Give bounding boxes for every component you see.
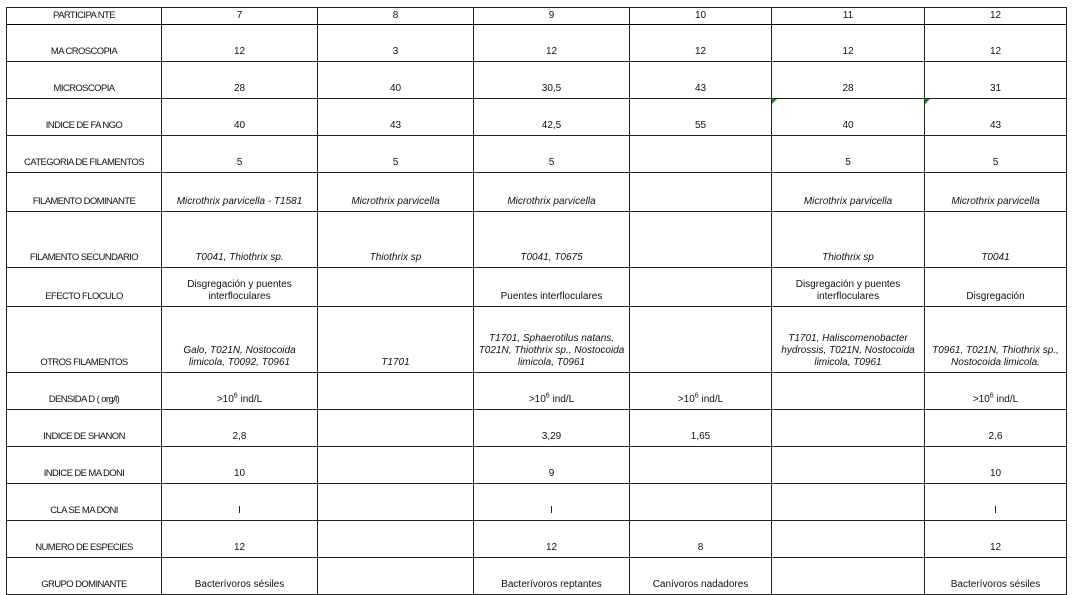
table-row-participante (7, 8, 1067, 25)
row-label[interactable]: INDICE DE SHANON (7, 410, 162, 447)
row-label[interactable]: FILAMENTO DOMINANTE (7, 173, 162, 212)
cell[interactable]: I (162, 484, 318, 521)
density-exponent: 6 (545, 392, 550, 400)
cell[interactable] (772, 484, 925, 521)
cell[interactable]: Microthrix parvicella (925, 173, 1067, 212)
cell[interactable]: T1701, Haliscomenobacter hydrossis, T021N, Nostocoida limicola, T0961 (772, 307, 925, 373)
cell[interactable]: 5 (925, 136, 1067, 173)
cell[interactable]: 55 (630, 99, 772, 136)
cell[interactable]: I (925, 484, 1067, 521)
density-unit: ind/L (549, 394, 575, 405)
row-label[interactable]: MA CROSCOPIA (7, 25, 162, 62)
cell[interactable]: 30,5 (474, 62, 630, 99)
density-base: >10 (528, 394, 546, 405)
cell[interactable]: Bacterívoros sésiles (162, 558, 318, 595)
row-label[interactable]: OTROS FILAMENTOS (7, 307, 162, 373)
cell[interactable] (772, 373, 925, 410)
row-label[interactable]: MICROSCOPIA (7, 62, 162, 99)
cell[interactable] (162, 373, 318, 410)
cell-with-comment[interactable] (772, 99, 925, 136)
cell[interactable]: 12 (772, 25, 925, 62)
cell[interactable] (630, 212, 772, 268)
row-label[interactable]: INDICE DE MA DONI (7, 447, 162, 484)
cell[interactable]: T0041, T0675 (474, 212, 630, 268)
table-row-clase-madoni (7, 484, 1067, 521)
cell-with-comment[interactable] (925, 99, 1067, 136)
cell[interactable] (474, 373, 630, 410)
density-exponent: 6 (233, 392, 238, 400)
cell[interactable]: 12 (925, 521, 1067, 558)
cell[interactable]: 10 (162, 447, 318, 484)
cell[interactable]: 28 (162, 62, 318, 99)
cell[interactable]: 12 (162, 521, 318, 558)
cell[interactable] (630, 484, 772, 521)
density-base: >10 (216, 394, 234, 405)
participant-header[interactable]: 10 (630, 8, 772, 25)
cell[interactable]: Bacterívoros reptantes (474, 558, 630, 595)
cell[interactable]: 1,65 (630, 410, 772, 447)
row-label[interactable]: PARTICIPA NTE (7, 8, 162, 25)
comment-marker-icon (772, 99, 777, 104)
density-base: >10 (972, 394, 990, 405)
cell[interactable]: Puentes interfloculares (474, 268, 630, 307)
cell[interactable]: 2,6 (925, 410, 1067, 447)
cell[interactable]: Microthrix parvicella (474, 173, 630, 212)
cell[interactable]: 43 (630, 62, 772, 99)
table-row-categoria (7, 136, 1067, 173)
cell[interactable] (630, 373, 772, 410)
cell[interactable]: Disgregación y puentes interfloculares (162, 268, 318, 307)
table-row-madoni (7, 447, 1067, 484)
cell[interactable]: 9 (474, 447, 630, 484)
cell[interactable]: 12 (630, 25, 772, 62)
cell[interactable]: 10 (925, 447, 1067, 484)
cell[interactable] (772, 447, 925, 484)
row-label[interactable]: INDICE DE FA NGO (7, 99, 162, 136)
cell[interactable] (630, 268, 772, 307)
table-row-numero-especies (7, 521, 1067, 558)
table-row-densidad (7, 373, 1067, 410)
participant-header[interactable]: 7 (162, 8, 318, 25)
row-label[interactable]: DENSIDA D ( org/l) (7, 373, 162, 410)
cell[interactable] (772, 410, 925, 447)
cell[interactable] (925, 373, 1067, 410)
cell[interactable]: 5 (318, 136, 474, 173)
cell[interactable]: Canívoros nadadores (630, 558, 772, 595)
cell[interactable]: Disgregación (925, 268, 1067, 307)
table-row-grupo-dominante (7, 558, 1067, 595)
density-base: >10 (677, 394, 695, 405)
table-row-microscopia (7, 62, 1067, 99)
cell[interactable]: T1701 (318, 307, 474, 373)
participant-header[interactable]: 8 (318, 8, 474, 25)
cell[interactable] (772, 521, 925, 558)
density-exponent: 6 (694, 392, 699, 400)
cell-text: 43 (989, 120, 1002, 131)
results-table (6, 7, 1067, 595)
cell[interactable]: 12 (925, 25, 1067, 62)
cell[interactable]: Microthrix parvicella - T1581 (162, 173, 318, 212)
cell[interactable]: Microthrix parvicella (772, 173, 925, 212)
participant-header[interactable]: 11 (772, 8, 925, 25)
cell[interactable]: Bacterívoros sésiles (925, 558, 1067, 595)
cell[interactable]: 40 (318, 62, 474, 99)
cell[interactable] (318, 268, 474, 307)
table-row-efecto-floculo (7, 268, 1067, 307)
density-unit: ind/L (698, 394, 724, 405)
cell[interactable] (318, 373, 474, 410)
cell[interactable] (318, 447, 474, 484)
participant-header[interactable]: 9 (474, 8, 630, 25)
table-row-macroscopia (7, 25, 1067, 62)
row-label[interactable]: CLA SE MA DONI (7, 484, 162, 521)
cell[interactable]: Thiothrix sp (772, 212, 925, 268)
cell[interactable]: I (474, 484, 630, 521)
row-label[interactable]: FILAMENTO SECUNDARIO (7, 212, 162, 268)
table-row-filamento-dominante (7, 173, 1067, 212)
cell[interactable] (318, 484, 474, 521)
cell[interactable]: 12 (474, 521, 630, 558)
cell[interactable] (630, 447, 772, 484)
cell[interactable]: Thiothrix sp (318, 212, 474, 268)
cell[interactable]: T1701, Sphaerotilus natans, T021N, Thiothrix sp., Nostocoida limicola, T0961 (474, 307, 630, 373)
cell[interactable]: 3,29 (474, 410, 630, 447)
row-label[interactable]: CATEGORIA DE FILAMENTOS (7, 136, 162, 173)
density-unit: ind/L (993, 394, 1019, 405)
cell[interactable] (630, 173, 772, 212)
row-label[interactable]: NUMERO DE ESPECIES (7, 521, 162, 558)
cell[interactable]: 12 (474, 25, 630, 62)
cell[interactable]: Microthrix parvicella (318, 173, 474, 212)
cell[interactable]: 3 (318, 25, 474, 62)
cell[interactable]: Disgregación y puentes interfloculares (772, 268, 925, 307)
cell[interactable]: 5 (474, 136, 630, 173)
cell[interactable]: 28 (772, 62, 925, 99)
table-row-indice-fango (7, 99, 1067, 136)
row-label[interactable]: GRUPO DOMINANTE (7, 558, 162, 595)
cell[interactable] (318, 521, 474, 558)
density-exponent: 6 (989, 392, 994, 400)
cell[interactable] (630, 307, 772, 373)
cell[interactable]: 40 (162, 99, 318, 136)
cell[interactable]: 5 (162, 136, 318, 173)
cell[interactable]: 31 (925, 62, 1067, 99)
cell[interactable]: T0041 (925, 212, 1067, 268)
cell[interactable]: 12 (162, 25, 318, 62)
cell[interactable]: T0961, T021N, Thiothrix sp., Nostocoida limicola. (925, 307, 1067, 373)
cell[interactable] (772, 558, 925, 595)
cell[interactable] (630, 136, 772, 173)
cell[interactable]: T0041, Thiothrix sp. (162, 212, 318, 268)
density-unit: ind/L (237, 394, 263, 405)
table-row-otros-filamentos (7, 307, 1067, 373)
participant-header[interactable]: 12 (925, 8, 1067, 25)
table-row-shanon (7, 410, 1067, 447)
cell[interactable] (318, 410, 474, 447)
row-label[interactable]: EFECTO FLOCULO (7, 268, 162, 307)
table-row-filamento-secundario (7, 212, 1067, 268)
cell[interactable]: 8 (630, 521, 772, 558)
cell[interactable]: 2,8 (162, 410, 318, 447)
cell[interactable]: 43 (318, 99, 474, 136)
cell[interactable]: 42,5 (474, 99, 630, 136)
cell[interactable]: 5 (772, 136, 925, 173)
cell-text: 40 (842, 120, 854, 131)
cell[interactable] (318, 558, 474, 595)
cell[interactable]: Galo, T021N, Nostocoida limicola, T0092, T0961 (162, 307, 318, 373)
comment-marker-icon (925, 99, 930, 104)
